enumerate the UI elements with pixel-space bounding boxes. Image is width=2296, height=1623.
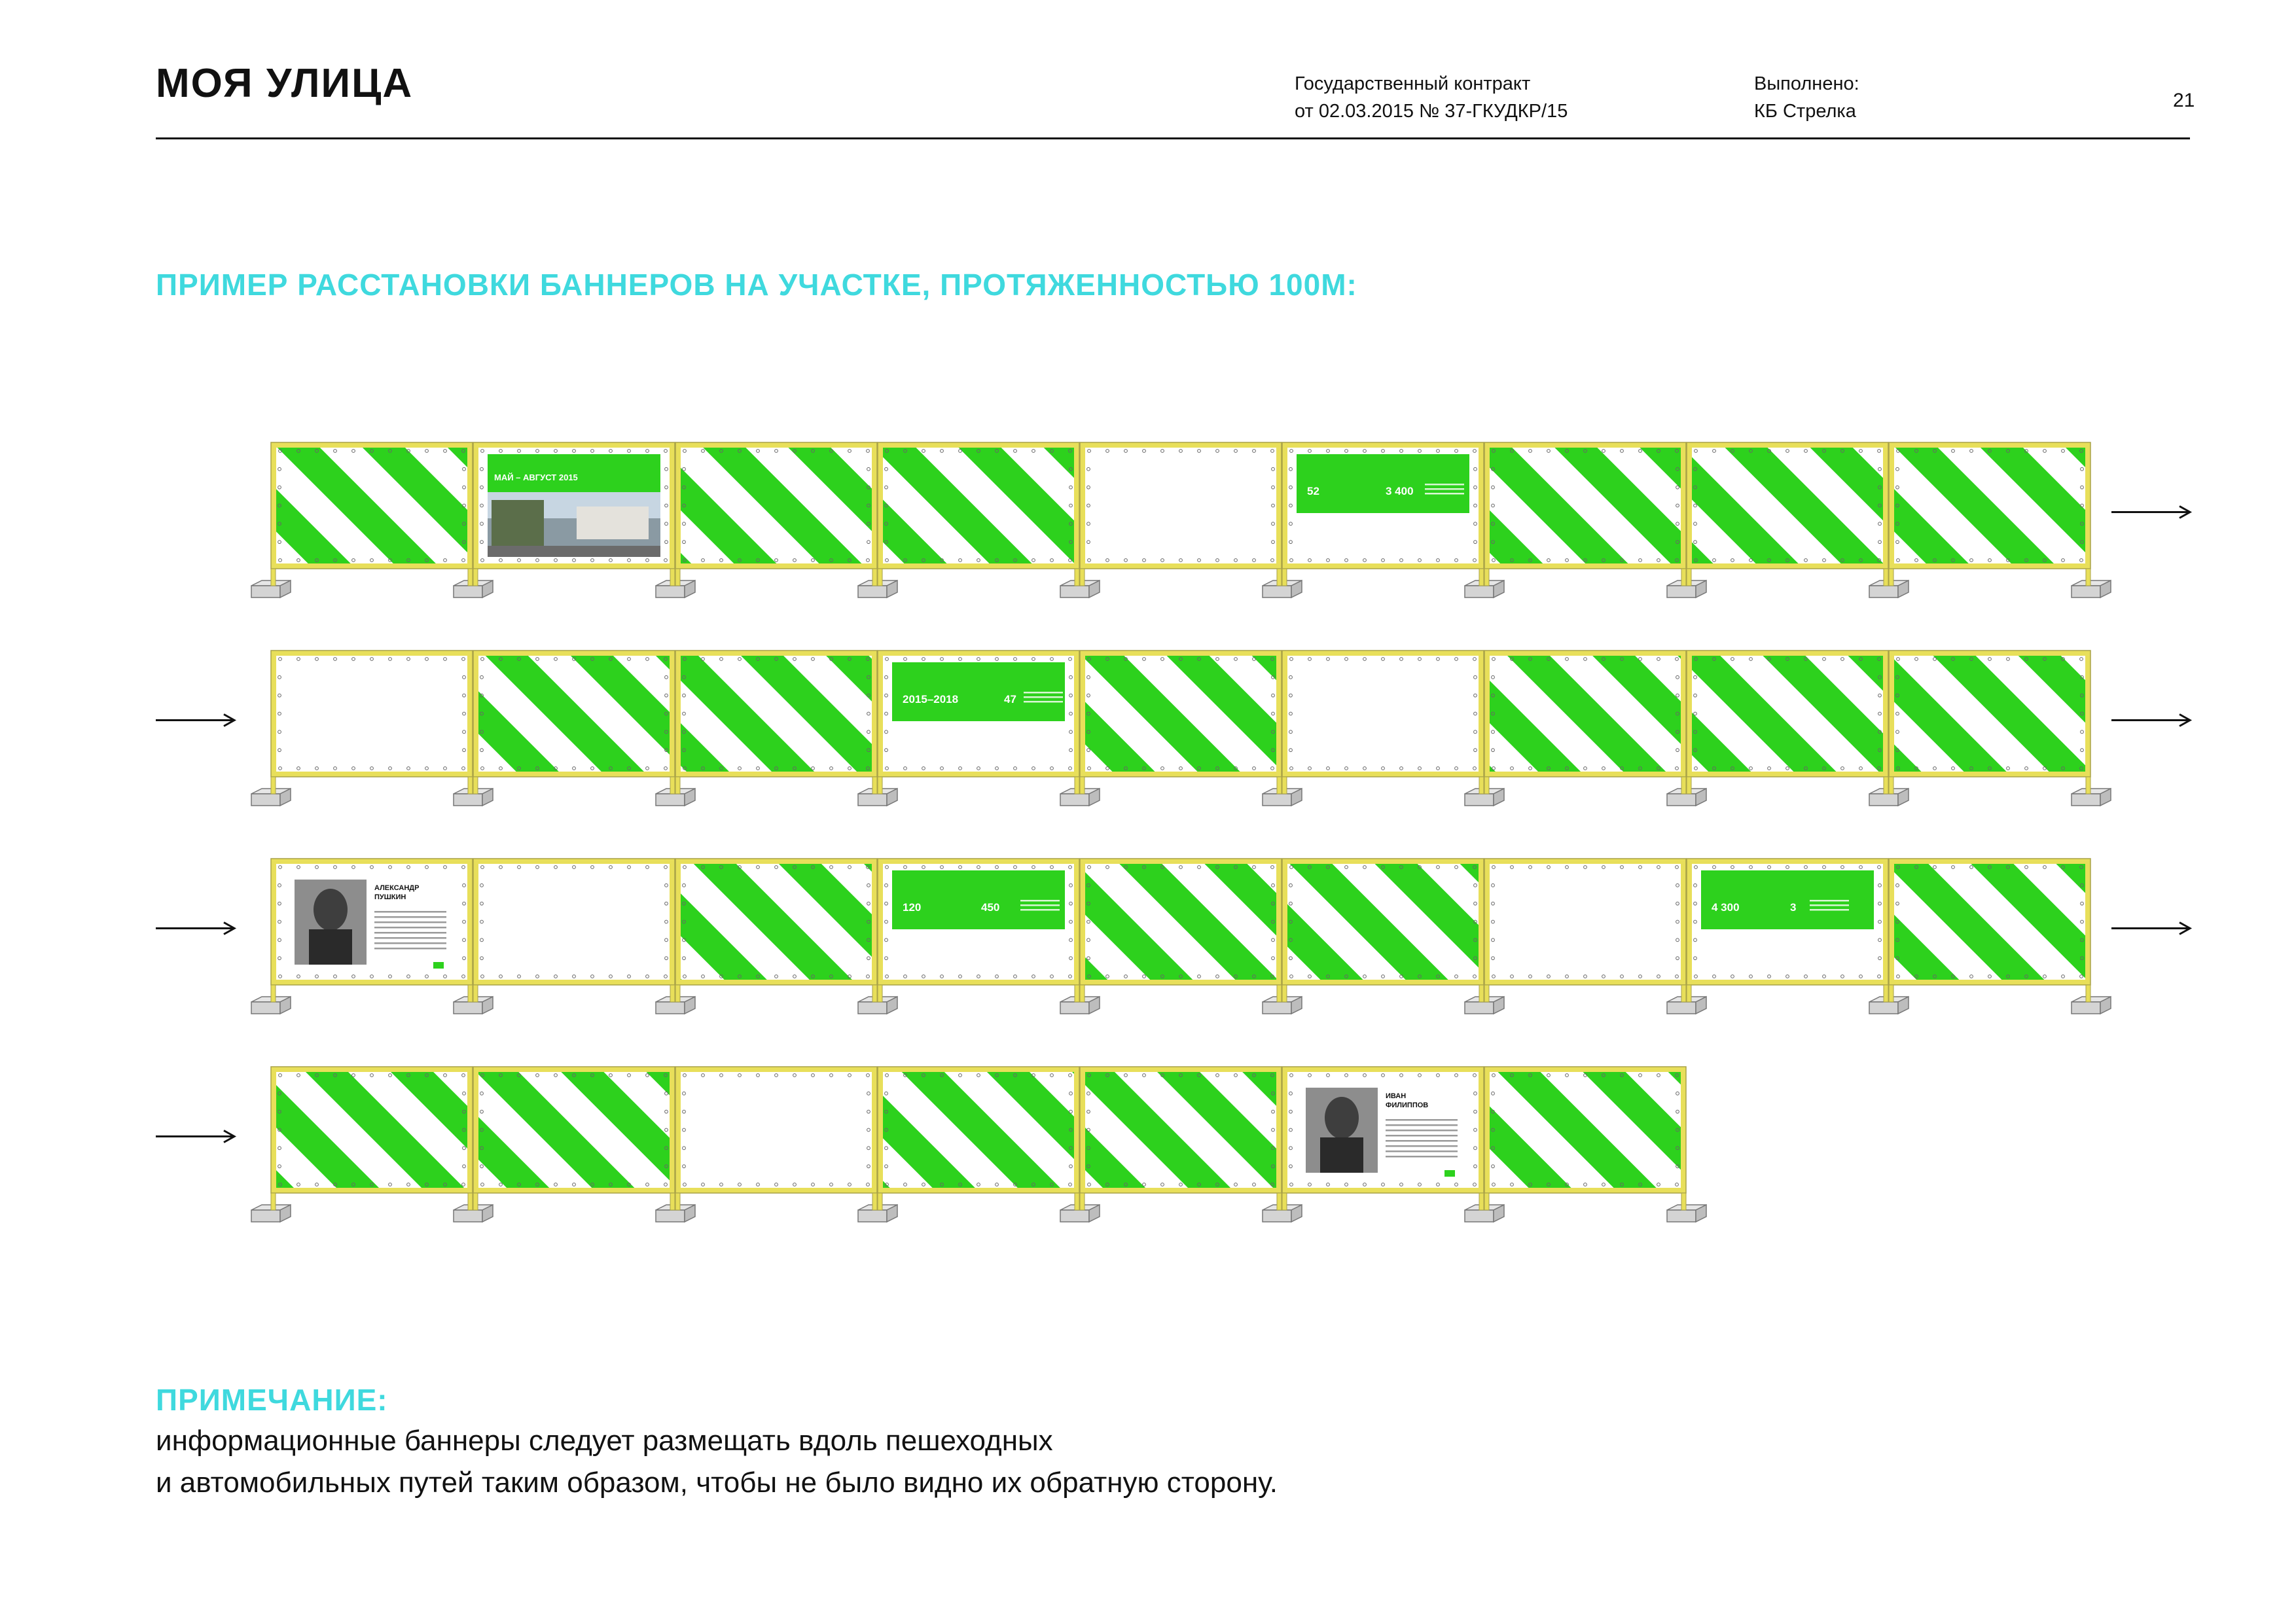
document-title: МОЯ УЛИЦА bbox=[156, 61, 414, 106]
fence-leg bbox=[675, 985, 680, 1002]
fence-leg bbox=[1687, 777, 1691, 794]
base-block-front bbox=[1263, 586, 1291, 597]
fence-leg bbox=[1884, 985, 1888, 1002]
fence-panel-stripes bbox=[675, 859, 877, 1002]
stat-value-2: 450 bbox=[981, 901, 1000, 914]
fence-panel-stripes bbox=[1687, 651, 1888, 794]
banner-fabric bbox=[276, 656, 467, 772]
fence-leg bbox=[1687, 985, 1691, 1002]
stat-caption-line bbox=[1810, 900, 1849, 902]
banner-fabric bbox=[478, 864, 670, 980]
fence-panel-blank bbox=[675, 1067, 877, 1210]
portrait-text-line bbox=[374, 937, 446, 939]
fence-panel-stripes bbox=[1484, 651, 1686, 794]
striped-banner bbox=[1490, 448, 1681, 563]
fence-leg bbox=[1282, 777, 1287, 794]
executor-line-2: КБ Стрелка bbox=[1754, 101, 1856, 122]
fence-leg bbox=[1889, 569, 1893, 586]
note-line-2: и автомобильных путей таким образом, чтобы не было видно их обратную сторону. bbox=[156, 1467, 1278, 1499]
fence-leg bbox=[878, 1193, 882, 1210]
stat-caption-line bbox=[1020, 904, 1060, 906]
base-block-front bbox=[1060, 1210, 1089, 1222]
fence-leg bbox=[1681, 985, 1686, 1002]
base-block-front bbox=[656, 794, 685, 806]
base-block-front bbox=[656, 1002, 685, 1014]
fence-leg bbox=[1282, 985, 1287, 1002]
base-block-front bbox=[454, 1002, 482, 1014]
portrait-text-line bbox=[374, 916, 446, 918]
fence-leg bbox=[473, 1193, 478, 1210]
stat-value-2: 47 bbox=[1004, 693, 1016, 705]
base-block-front bbox=[1263, 1210, 1291, 1222]
fence-leg bbox=[878, 569, 882, 586]
base-block-front bbox=[1263, 794, 1291, 806]
striped-banner bbox=[1490, 1072, 1681, 1188]
stat-value-1: 2015–2018 bbox=[903, 693, 959, 705]
fence-leg bbox=[872, 569, 877, 586]
base-block-front bbox=[2072, 586, 2100, 597]
fence-leg bbox=[1075, 985, 1079, 1002]
base-block-front bbox=[858, 794, 887, 806]
portrait-figure bbox=[309, 929, 352, 965]
fence-leg bbox=[1075, 569, 1079, 586]
note-title: ПРИМЕЧАНИЕ: bbox=[156, 1383, 388, 1417]
fence-panel-blank bbox=[271, 651, 473, 794]
stat-value-2: 3 bbox=[1790, 901, 1797, 914]
stat-caption-line bbox=[1425, 493, 1464, 495]
fence-leg bbox=[1884, 777, 1888, 794]
street-photo-building bbox=[577, 507, 649, 539]
fence-panel-stripes bbox=[878, 1067, 1079, 1210]
fence-leg bbox=[675, 569, 680, 586]
fence-leg bbox=[1479, 1193, 1484, 1210]
portrait-text-line bbox=[1386, 1150, 1458, 1152]
base-block-front bbox=[454, 1210, 482, 1222]
fence-leg bbox=[670, 569, 675, 586]
fence-leg bbox=[872, 777, 877, 794]
fence-panel-blank bbox=[1484, 859, 1686, 1002]
fence-panel-stripes bbox=[1889, 859, 2090, 1002]
fence-leg bbox=[468, 985, 473, 1002]
portrait-text-line bbox=[374, 948, 446, 950]
fence-row bbox=[251, 651, 2111, 806]
stat-caption-line bbox=[1024, 701, 1063, 703]
portrait-text-line bbox=[1386, 1140, 1458, 1142]
portrait-text-line bbox=[374, 927, 446, 929]
fence-panel-stripes bbox=[473, 651, 675, 794]
stat-value-2: 3 400 bbox=[1386, 485, 1414, 497]
stat-caption-line bbox=[1810, 909, 1849, 911]
fence-panel-stripes bbox=[1080, 1067, 1282, 1210]
base-block-front bbox=[1869, 1002, 1898, 1014]
portrait-text-line bbox=[374, 932, 446, 934]
fence-leg bbox=[1484, 1193, 1489, 1210]
striped-banner bbox=[276, 448, 467, 563]
stat-value-1: 120 bbox=[903, 901, 922, 914]
fence-panel-stripes bbox=[271, 442, 473, 586]
fence-leg bbox=[468, 1193, 473, 1210]
section-title: ПРИМЕР РАССТАНОВКИ БАННЕРОВ НА УЧАСТКЕ, ПРОТЯЖЕННОСТЬЮ 100М: bbox=[156, 268, 1357, 302]
fence-panel-poster_stats bbox=[1282, 442, 1484, 586]
base-block-front bbox=[454, 586, 482, 597]
banner-fabric bbox=[1490, 864, 1681, 980]
fence-leg bbox=[1889, 777, 1893, 794]
banner-fabric bbox=[681, 1072, 872, 1188]
fence-leg bbox=[473, 569, 478, 586]
arrow-out-icon bbox=[2111, 507, 2190, 518]
fence-leg bbox=[1282, 1193, 1287, 1210]
fence-leg bbox=[1484, 985, 1489, 1002]
fence-leg bbox=[670, 985, 675, 1002]
base-block-front bbox=[1667, 1210, 1696, 1222]
fence-panel-stripes bbox=[1080, 651, 1282, 794]
fence-leg bbox=[878, 777, 882, 794]
fence-leg bbox=[1080, 569, 1085, 586]
fence-rows bbox=[156, 442, 2190, 1222]
page-number: 21 bbox=[2173, 90, 2195, 111]
fence-leg bbox=[1075, 1193, 1079, 1210]
contract-line-1: Государственный контракт bbox=[1295, 73, 1531, 94]
base-block-front bbox=[1869, 586, 1898, 597]
fence-panel-poster_stats bbox=[1687, 859, 1888, 1002]
fence-leg bbox=[675, 777, 680, 794]
banner-fabric bbox=[1085, 448, 1276, 563]
fence-leg bbox=[1080, 985, 1085, 1002]
stat-caption-line bbox=[1425, 488, 1464, 490]
fence-leg bbox=[1277, 569, 1282, 586]
fence-panel-stripes bbox=[878, 442, 1079, 586]
portrait-text-line bbox=[374, 921, 446, 923]
base-block-front bbox=[656, 1210, 685, 1222]
fence-panel-stripes bbox=[1484, 1067, 1686, 1210]
base-block-front bbox=[2072, 1002, 2100, 1014]
striped-banner bbox=[1490, 656, 1681, 772]
street-photo-trees bbox=[492, 500, 544, 546]
arrow-out-icon bbox=[2111, 923, 2190, 935]
fence-panel-poster_stats bbox=[878, 859, 1079, 1002]
portrait-text-line bbox=[1386, 1135, 1458, 1137]
fence-leg bbox=[2086, 569, 2090, 586]
fence-leg bbox=[468, 569, 473, 586]
portrait-text-line bbox=[1386, 1130, 1458, 1132]
fence-leg bbox=[1484, 569, 1489, 586]
fence-leg bbox=[1479, 985, 1484, 1002]
striped-banner bbox=[883, 448, 1074, 563]
portrait-name-last: ПУШКИН bbox=[374, 893, 406, 901]
fence-leg bbox=[1277, 985, 1282, 1002]
stat-caption-line bbox=[1024, 696, 1063, 698]
fence-leg bbox=[1681, 1193, 1686, 1210]
striped-banner bbox=[1692, 656, 1883, 772]
base-block-front bbox=[858, 586, 887, 597]
fence-leg bbox=[1479, 777, 1484, 794]
note-line-1: информационные баннеры следует размещать вдоль пешеходных bbox=[156, 1425, 1053, 1457]
stat-caption-line bbox=[1020, 909, 1060, 911]
fence-row bbox=[251, 859, 2111, 1014]
stat-caption-line bbox=[1020, 900, 1060, 902]
stat-caption-line bbox=[1024, 692, 1063, 694]
striped-banner bbox=[681, 448, 872, 563]
portrait-logo bbox=[1444, 1170, 1455, 1177]
fence-leg bbox=[271, 569, 276, 586]
striped-banner bbox=[1287, 864, 1479, 980]
arrow-in-icon bbox=[156, 923, 234, 935]
base-block-front bbox=[1263, 1002, 1291, 1014]
fence-leg bbox=[675, 1193, 680, 1210]
base-block-front bbox=[1060, 1002, 1089, 1014]
fence-panel-stripes bbox=[271, 1067, 473, 1210]
portrait-logo bbox=[433, 962, 444, 969]
portrait-text-line bbox=[1386, 1145, 1458, 1147]
fence-panel-blank bbox=[1282, 651, 1484, 794]
event-poster-dates: МАЙ – АВГУСТ 2015 bbox=[494, 473, 578, 482]
fence-leg bbox=[670, 777, 675, 794]
stat-caption-line bbox=[1425, 484, 1464, 486]
base-block-front bbox=[1060, 586, 1089, 597]
fence-leg bbox=[468, 777, 473, 794]
fence-leg bbox=[473, 777, 478, 794]
fence-panel-poster_event bbox=[473, 442, 675, 586]
fence-leg bbox=[670, 1193, 675, 1210]
base-block-front bbox=[858, 1002, 887, 1014]
fence-panel-stripes bbox=[473, 1067, 675, 1210]
fence-leg bbox=[1277, 777, 1282, 794]
base-block-front bbox=[1667, 794, 1696, 806]
fence-leg bbox=[2086, 985, 2090, 1002]
portrait-figure bbox=[314, 889, 348, 931]
fence-leg bbox=[271, 985, 276, 1002]
base-block-front bbox=[251, 794, 280, 806]
fence-panel-stripes bbox=[1080, 859, 1282, 1002]
portrait-name-first: ИВАН bbox=[1386, 1092, 1407, 1100]
fence-leg bbox=[1687, 569, 1691, 586]
base-block-front bbox=[656, 586, 685, 597]
base-block-front bbox=[1465, 794, 1494, 806]
base-block-front bbox=[1667, 1002, 1696, 1014]
base-block-front bbox=[1667, 586, 1696, 597]
base-block-front bbox=[2072, 794, 2100, 806]
fence-panel-poster_stats bbox=[878, 651, 1079, 794]
striped-banner bbox=[681, 864, 872, 980]
arrow-in-icon bbox=[156, 1131, 234, 1143]
stat-caption-line bbox=[1810, 904, 1849, 906]
banner-fabric bbox=[1287, 656, 1479, 772]
striped-banner bbox=[1085, 656, 1276, 772]
fence-panel-stripes bbox=[675, 651, 877, 794]
stat-value-1: 52 bbox=[1307, 485, 1319, 497]
portrait-text-line bbox=[1386, 1156, 1458, 1158]
base-block-front bbox=[454, 794, 482, 806]
striped-banner bbox=[681, 656, 872, 772]
fence-leg bbox=[271, 777, 276, 794]
base-block-front bbox=[1465, 1002, 1494, 1014]
striped-banner bbox=[1692, 448, 1883, 563]
fence-leg bbox=[473, 985, 478, 1002]
arrow-out-icon bbox=[2111, 715, 2190, 726]
base-block-front bbox=[1060, 794, 1089, 806]
fence-leg bbox=[1080, 1193, 1085, 1210]
striped-banner bbox=[1894, 864, 2085, 980]
fence-leg bbox=[1080, 777, 1085, 794]
portrait-text-line bbox=[1386, 1124, 1458, 1126]
fence-leg bbox=[2086, 777, 2090, 794]
striped-banner bbox=[1894, 448, 2085, 563]
portrait-name-first: АЛЕКСАНДР bbox=[374, 884, 420, 892]
fence-panel-stripes bbox=[675, 442, 877, 586]
fence-panel-stripes bbox=[1889, 651, 2090, 794]
base-block-front bbox=[1869, 794, 1898, 806]
fence-leg bbox=[872, 1193, 877, 1210]
portrait-figure bbox=[1325, 1097, 1359, 1139]
fence-panel-portrait bbox=[1282, 1067, 1484, 1210]
fence-leg bbox=[271, 1193, 276, 1210]
base-block-front bbox=[1465, 1210, 1494, 1222]
executor-line-1: Выполнено: bbox=[1754, 73, 1859, 94]
portrait-figure bbox=[1320, 1137, 1363, 1173]
portrait-name-last: ФИЛИППОВ bbox=[1386, 1101, 1429, 1109]
base-block-front bbox=[251, 1210, 280, 1222]
fence-leg bbox=[1484, 777, 1489, 794]
note-text bbox=[156, 1420, 1278, 1504]
striped-banner bbox=[1085, 864, 1276, 980]
striped-banner bbox=[276, 1072, 467, 1188]
striped-banner bbox=[883, 1072, 1074, 1188]
fence-leg bbox=[872, 985, 877, 1002]
fence-leg bbox=[1277, 1193, 1282, 1210]
fence-panel-stripes bbox=[1889, 442, 2090, 586]
stat-value-1: 4 300 bbox=[1712, 901, 1740, 914]
striped-banner bbox=[478, 656, 670, 772]
fence-panel-blank bbox=[1080, 442, 1282, 586]
base-block-front bbox=[251, 586, 280, 597]
base-block-front bbox=[251, 1002, 280, 1014]
portrait-text-line bbox=[1386, 1119, 1458, 1121]
base-block-front bbox=[858, 1210, 887, 1222]
fence-panel-stripes bbox=[1484, 442, 1686, 586]
fence-leg bbox=[1889, 985, 1893, 1002]
fence-leg bbox=[1681, 777, 1686, 794]
portrait-text-line bbox=[374, 942, 446, 944]
fence-panel-stripes bbox=[1282, 859, 1484, 1002]
striped-banner bbox=[1894, 656, 2085, 772]
arrow-in-icon bbox=[156, 715, 234, 726]
fence-leg bbox=[878, 985, 882, 1002]
street-photo-road bbox=[488, 546, 660, 557]
fence-panel-stripes bbox=[1687, 442, 1888, 586]
portrait-text-line bbox=[374, 911, 446, 913]
fence-row bbox=[251, 1067, 1706, 1222]
fence-panel-portrait bbox=[271, 859, 473, 1002]
base-block-front bbox=[1465, 586, 1494, 597]
striped-banner bbox=[1085, 1072, 1276, 1188]
contract-line-2: от 02.03.2015 № 37-ГКУДКР/15 bbox=[1295, 101, 1568, 122]
fence-leg bbox=[1282, 569, 1287, 586]
fence-panel-blank bbox=[473, 859, 675, 1002]
fence-leg bbox=[1479, 569, 1484, 586]
fence-row bbox=[251, 442, 2111, 597]
fence-leg bbox=[1681, 569, 1686, 586]
fence-leg bbox=[1884, 569, 1888, 586]
fence-leg bbox=[1075, 777, 1079, 794]
striped-banner bbox=[478, 1072, 670, 1188]
